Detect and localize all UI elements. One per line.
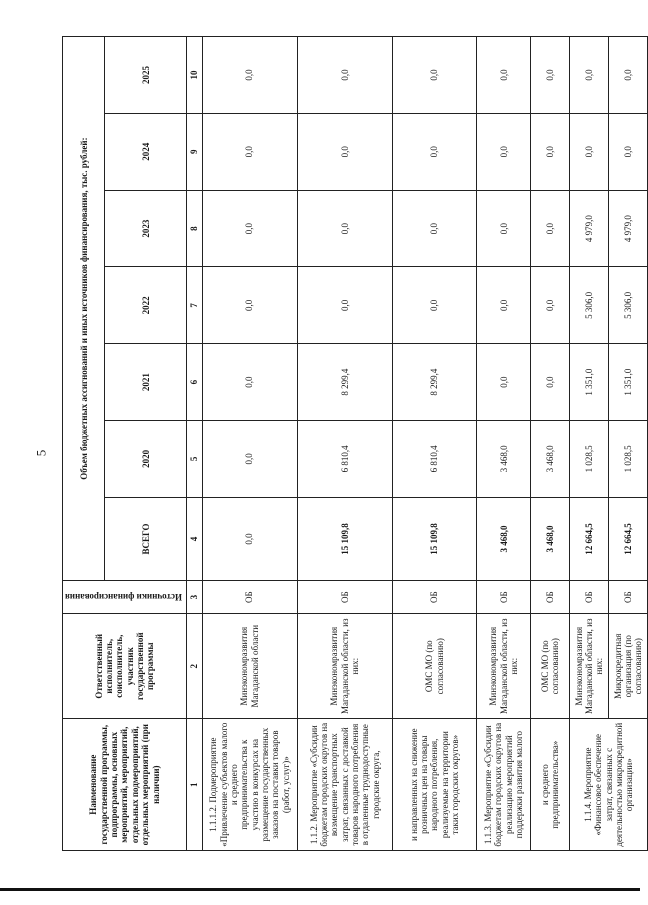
row-executor: Микрокредитная организация (по согласованию)	[609, 614, 648, 719]
scan-edge-line	[0, 888, 640, 891]
row-value: 5 306,0	[609, 267, 648, 344]
row-value: 0,0	[531, 267, 570, 344]
table-row	[392, 37, 476, 851]
budget-table-wrapper	[62, 36, 644, 851]
row-value: 4 979,0	[570, 190, 609, 267]
row-value: 0,0	[531, 37, 570, 114]
row-source: ОБ	[531, 581, 570, 614]
row-value: 1 028,5	[570, 421, 609, 498]
row-value: 0,0	[570, 37, 609, 114]
header-year: 2023	[105, 190, 187, 267]
header-name: Наименование государственной программы, подпрограммы, основных мероприятий, мероприятий, отдельных подмероприятий, отдельных мероприятий (при наличии)	[63, 719, 187, 851]
row-value: 0,0	[609, 113, 648, 190]
column-number: 3	[187, 581, 202, 614]
table-row	[570, 37, 609, 851]
row-name: 1.1.2. Мероприятие «Субсидии бюджетам городских округов на возмещение транспортных затрат, связанных с доставкой товаров народного потребления в отдаленные труднодоступные городские округа,	[297, 719, 392, 851]
row-value: 0,0	[392, 267, 476, 344]
row-value: 6 810,4	[392, 421, 476, 498]
row-total: 3 468,0	[477, 497, 531, 580]
header-year: 2021	[105, 344, 187, 421]
row-value: 0,0	[609, 37, 648, 114]
table-row	[297, 37, 392, 851]
row-value: 0,0	[297, 37, 392, 114]
row-name: 1.1.3. Мероприятие «Субсидии бюджетам городских округов на реализацию мероприятий поддержки развития малого	[477, 719, 531, 851]
row-value: 0,0	[570, 113, 609, 190]
header-budget-group: Объем бюджетных ассигнований и иных источников финансирования, тыс. рублей:	[63, 37, 105, 581]
row-executor: Минэкономразвития Магаданской области	[202, 614, 297, 719]
row-executor: Минэкономразвития Магаданской области, из них:	[297, 614, 392, 719]
row-name: 1.1.4. Мероприятие «Финансовое обеспечение затрат, связанных с деятельностью микрокредитной организации»	[570, 719, 648, 851]
header-year: 2024	[105, 113, 187, 190]
column-number: 5	[187, 421, 202, 498]
row-value: 0,0	[202, 344, 297, 421]
row-name: 1.1.1.2. Подмероприятие «Привлечение субъектов малого и среднего предпринимательства к участию в конкурсах на размещение государственных заказов на поставки товаров (работ, услуг)»	[202, 719, 297, 851]
row-value: 0,0	[477, 267, 531, 344]
row-value: 0,0	[202, 267, 297, 344]
row-total: 3 468,0	[531, 497, 570, 580]
row-value: 5 306,0	[570, 267, 609, 344]
column-number: 9	[187, 113, 202, 190]
row-value: 0,0	[202, 37, 297, 114]
row-total: 15 109,8	[392, 497, 476, 580]
row-name: и среднего предпринимательства»	[531, 719, 570, 851]
row-value: 0,0	[202, 113, 297, 190]
row-value: 1 351,0	[609, 344, 648, 421]
header-source-text: Источники финансирования	[65, 592, 182, 603]
row-value: 0,0	[392, 113, 476, 190]
column-number: 4	[187, 497, 202, 580]
row-source: ОБ	[609, 581, 648, 614]
row-executor: ОМС МО (по согласованию)	[392, 614, 476, 719]
header-year: 2022	[105, 267, 187, 344]
row-value: 3 468,0	[477, 421, 531, 498]
row-value: 0,0	[477, 37, 531, 114]
row-executor: Минэкономразвития Магаданской области, из них:	[570, 614, 609, 719]
column-number: 6	[187, 344, 202, 421]
row-value: 0,0	[531, 344, 570, 421]
header-executor: Ответственный исполнитель, соисполнитель, участник государственной программы	[63, 614, 187, 719]
budget-table	[62, 36, 648, 851]
row-value: 0,0	[531, 190, 570, 267]
row-total: 0,0	[202, 497, 297, 580]
row-value: 0,0	[297, 267, 392, 344]
row-value: 0,0	[202, 421, 297, 498]
row-value: 6 810,4	[297, 421, 392, 498]
page-number: 5	[33, 449, 49, 457]
table-row	[531, 37, 570, 851]
row-value: 8 299,4	[392, 344, 476, 421]
column-number: 1	[187, 719, 202, 851]
row-value: 8 299,4	[297, 344, 392, 421]
header-total: ВСЕГО	[105, 497, 187, 580]
row-total: 12 664,5	[609, 497, 648, 580]
row-value: 0,0	[531, 113, 570, 190]
table-row	[202, 37, 297, 851]
column-number: 2	[187, 614, 202, 719]
row-value: 0,0	[297, 190, 392, 267]
row-value: 4 979,0	[609, 190, 648, 267]
row-name: и направленных на снижение розничных цен на товары народного потребления, реализуемые на территории таких городских округов»	[392, 719, 476, 851]
row-source: ОБ	[477, 581, 531, 614]
row-source: ОБ	[202, 581, 297, 614]
row-value: 0,0	[477, 113, 531, 190]
row-source: ОБ	[297, 581, 392, 614]
row-source: ОБ	[392, 581, 476, 614]
row-executor: Минэкономразвития Магаданской области, из них:	[477, 614, 531, 719]
row-value: 1 028,5	[609, 421, 648, 498]
row-value: 0,0	[392, 37, 476, 114]
row-executor: ОМС МО (по согласованию)	[531, 614, 570, 719]
row-source: ОБ	[570, 581, 609, 614]
row-value: 0,0	[477, 190, 531, 267]
row-total: 12 664,5	[570, 497, 609, 580]
column-number: 8	[187, 190, 202, 267]
column-number: 7	[187, 267, 202, 344]
row-value: 0,0	[392, 190, 476, 267]
row-value: 0,0	[477, 344, 531, 421]
row-value: 1 351,0	[570, 344, 609, 421]
table-row	[477, 37, 531, 851]
row-value: 0,0	[297, 113, 392, 190]
row-value: 3 468,0	[531, 421, 570, 498]
column-number: 10	[187, 37, 202, 114]
row-value: 0,0	[202, 190, 297, 267]
header-year: 2025	[105, 37, 187, 114]
header-year: 2020	[105, 421, 187, 498]
row-total: 15 109,8	[297, 497, 392, 580]
header-source	[63, 581, 187, 614]
